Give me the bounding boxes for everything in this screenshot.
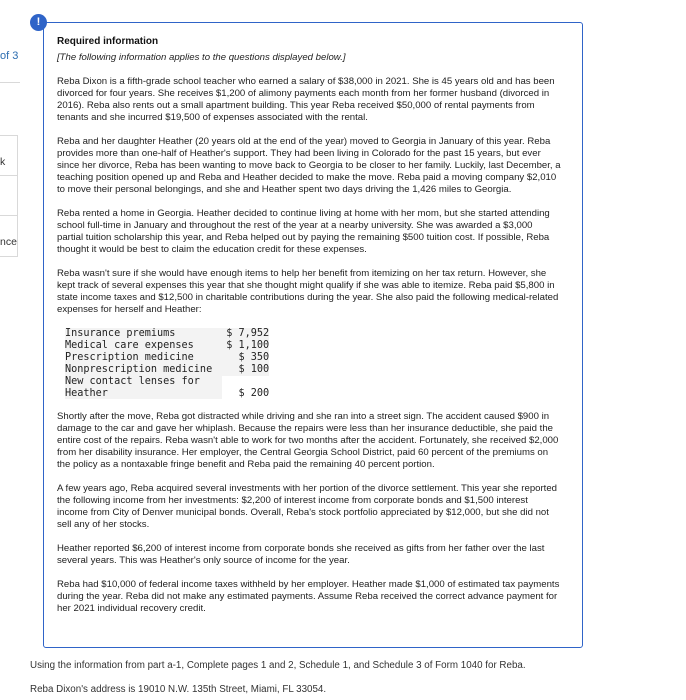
- table-row: [65, 376, 269, 388]
- expense-label: Prescription medicine: [65, 352, 222, 364]
- divider: [0, 82, 20, 83]
- expense-label: Medical care expenses: [65, 340, 222, 352]
- table-row: [65, 388, 269, 400]
- expense-amount: $ 100: [222, 364, 269, 376]
- expense-amount: [222, 376, 269, 388]
- paragraph-move: Reba and her daughter Heather (20 years old at the end of the year) moved to Georgia in January of this year. Reba provides more than one-half of Heather's support. They had been living in Colorado for the past 15 years, but ever since her divorce, Reba has been wanting to move back to Georgia to be closer to her family. Luckily, last December, a teaching position opened up and Reba and Heather decided to make the move. Reba paid a moving company $2,010 to move their personal belongings, and she and Heather spent two days driving the 1,426 miles to Georgia.: [57, 136, 561, 195]
- required-info-card: [36, 16, 583, 648]
- left-nav-panel: [0, 0, 22, 700]
- table-row: [65, 364, 269, 376]
- paragraph-accident: Shortly after the move, Reba got distracted while driving and she ran into a street sign. The accident caused $900 in damage to the car and gave her whiplash. Because the repairs were less than her insurance deductible, she paid the entire cost of the repairs. Reba wasn't able to work for two months after the accident. Fortunately, she received $2,000 from her disability insurance. Her employer, the Central Georgia School District, paid 60 percent of the premiums on the policy as a nontaxable fringe benefit and Reba paid the remaining 40 percent portion.: [57, 411, 559, 471]
- paragraph-investments: A few years ago, Reba acquired several investments with her portion of the divorce settlement. This year she reported the following income from her investments: $2,200 of interest income from corporate bonds and $1,500 interest income from City of Denver municipal bonds. Overall, Reba's stock portfolio appreciated by $12,000, but she did not sell any of her stocks.: [57, 483, 558, 531]
- expense-label: Nonprescription medicine: [65, 364, 222, 376]
- medical-expenses-table: [65, 328, 269, 399]
- nav-item-2[interactable]: [0, 175, 18, 217]
- table-row: [65, 328, 269, 340]
- expense-label: Heather: [65, 388, 222, 400]
- paragraph-itemize: Reba wasn't sure if she would have enough items to help her benefit from itemizing on her tax return. However, she kept track of several expenses this year that she thought might qualify if she was able to itemize. Reba paid $5,800 in state income taxes and $12,500 in charitable contributions during the year. She also paid the following medical-related expenses for herself and Heather:: [57, 268, 559, 315]
- paragraph-education: Reba rented a home in Georgia. Heather decided to continue living at home with her mom, but she started attending school full-time in January and throughout the rest of the year at a nearby university. She was awarded a $3,000 partial tuition scholarship this year, and Reba helped out by paying the remaining $500 tuition cost. If possible, Reba thought it would be best to claim the education credit for these expenses.: [57, 208, 550, 255]
- expense-amount: $ 7,952: [222, 328, 269, 340]
- question-pager[interactable]: of 3: [0, 50, 19, 62]
- paragraph-heather-income: Heather reported $6,200 of interest income from corporate bonds she received as gifts from her father over the last several years. This was Heather's only source of income for the year.: [57, 543, 545, 567]
- table-row: [65, 340, 269, 352]
- nav-item-3[interactable]: [0, 215, 18, 257]
- alert-icon: !: [30, 14, 47, 31]
- expense-label: New contact lenses for: [65, 376, 222, 388]
- instruction-text: Using the information from part a-1, Complete pages 1 and 2, Schedule 1, and Schedule 3 of Form 1040 for Reba.: [30, 660, 526, 671]
- paragraph-withholding: Reba had $10,000 of federal income taxes withheld by her employer. Heather made $1,000 of estimated tax payments during the year. Reba did not make any estimated payments. Assume Reba received the correct advance payment for her 2021 individual recovery credit.: [57, 579, 560, 615]
- table-row: [65, 352, 269, 364]
- expense-amount: $ 200: [238, 387, 270, 399]
- address-text: Reba Dixon's address is 19010 N.W. 135th Street, Miami, FL 33054.: [30, 684, 327, 695]
- nav-item-1[interactable]: [0, 135, 18, 177]
- card-title: Required information: [57, 36, 159, 47]
- expense-amount: $ 350: [222, 352, 269, 364]
- expense-amount: $ 1,100: [222, 340, 269, 352]
- paragraph-salary: Reba Dixon is a fifth-grade school teacher who earned a salary of $38,000 in 2021. She is 45 years old and has been divorced for four years. She receives $1,200 of alimony payments each month from her former husband (divorced in 2016). Reba also rents out a small apartment building. This year Reba received $50,000 of rental payments from tenants and she incurred $19,500 of expenses associated with the rental.: [57, 76, 555, 123]
- nav-item-3-label: nce: [0, 236, 17, 248]
- nav-item-1-label: k: [0, 156, 6, 168]
- card-subtitle: [The following information applies to the questions displayed below.]: [57, 52, 346, 63]
- card-content: [57, 36, 561, 627]
- expense-label: Insurance premiums: [65, 328, 222, 340]
